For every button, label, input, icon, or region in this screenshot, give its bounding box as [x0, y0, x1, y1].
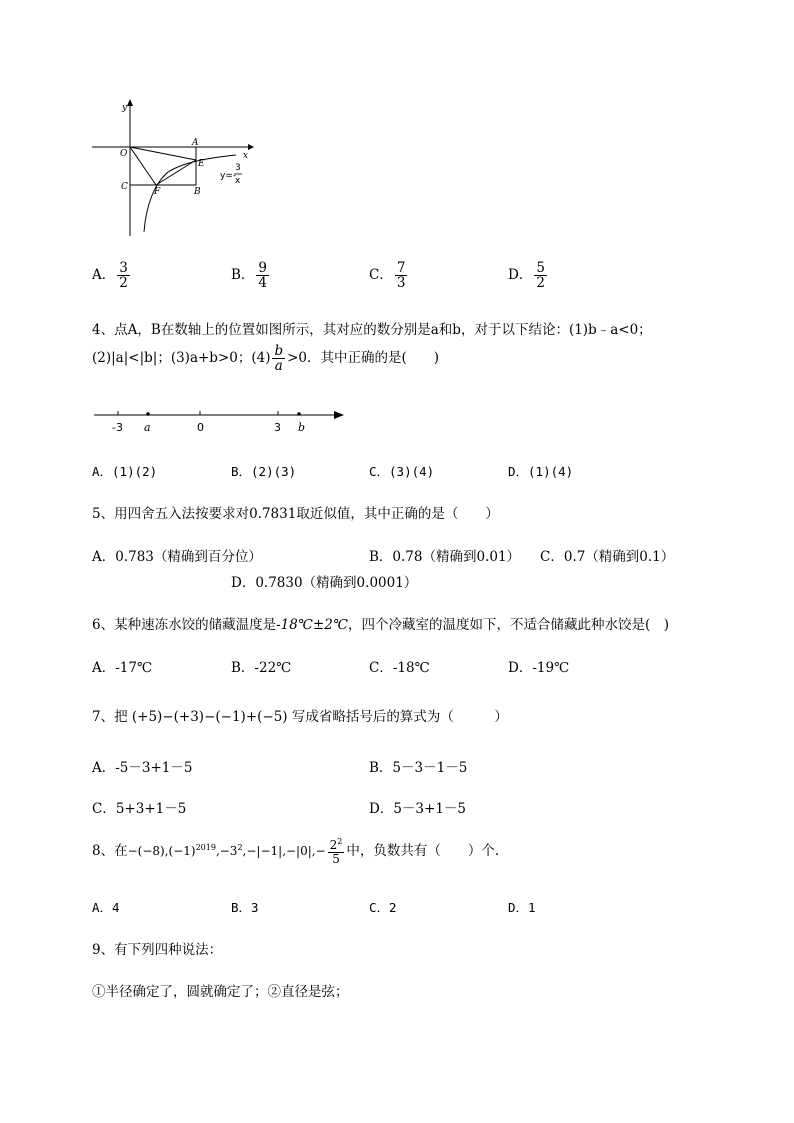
- point-C: C: [121, 182, 128, 192]
- point-F: F: [154, 187, 161, 197]
- q4-option-c[interactable]: C．(3)(4): [369, 464, 435, 479]
- q6-option-d[interactable]: D．-19℃: [508, 660, 570, 676]
- frac-num: 3: [119, 260, 128, 276]
- curve-label-den: x: [235, 176, 241, 186]
- point-a-label: a: [144, 421, 151, 434]
- q6-stem: [92, 613, 669, 633]
- q7-expression: (+5)−(+3)−(−1)+(−5): [131, 709, 288, 725]
- q3-option-d[interactable]: [508, 261, 549, 290]
- q6-stem-text: 6、某种速冻水饺的储藏温度是: [92, 617, 277, 633]
- q7-option-b[interactable]: B．5－3－1－5: [369, 760, 468, 776]
- q8-expr-part: −(−8),(−1): [127, 844, 196, 859]
- frac-den: 5: [332, 851, 340, 866]
- q8-option-a[interactable]: A．4: [92, 900, 120, 915]
- x-axis-label: x: [243, 151, 249, 161]
- frac-num: b: [274, 343, 284, 359]
- q7-stem-text: 7、把: [92, 709, 128, 725]
- frac-num: 7: [396, 260, 406, 276]
- q7-option-a[interactable]: A．-5－3+1－5: [92, 760, 193, 776]
- q3-option-b[interactable]: [231, 261, 271, 290]
- q6-option-a[interactable]: A．-17℃: [92, 660, 153, 676]
- q3-option-a[interactable]: [92, 261, 132, 290]
- q5-stem: 5、用四舍五入法按要求对0.7831取近似值，其中正确的是（ ）: [92, 506, 499, 522]
- tick-label-3: 3: [274, 421, 281, 434]
- point-B: B: [194, 187, 201, 197]
- q8-stem-text: 8、在: [92, 843, 128, 860]
- coordinate-figure: [88, 96, 258, 246]
- q6-temperature: -18℃±2℃: [276, 617, 348, 633]
- tick-label-0: 0: [197, 421, 204, 434]
- option-label: D．: [508, 267, 533, 284]
- number-line: [92, 402, 352, 438]
- q8-exponent: 2019: [195, 843, 216, 853]
- q7-option-d[interactable]: D．5－3+1－5: [369, 801, 466, 817]
- option-label: A．: [92, 267, 116, 284]
- frac-num: 9: [258, 260, 268, 276]
- q5-option-a[interactable]: A．0.783（精确到百分位）: [92, 549, 262, 565]
- q8-expr-part: ,−3: [215, 844, 238, 859]
- curve-label: y=-: [220, 171, 237, 181]
- frac-den: a: [274, 358, 283, 375]
- frac-num: 2: [329, 838, 338, 852]
- point-A: A: [192, 138, 199, 148]
- q7-stem: [92, 705, 508, 725]
- q5-option-d[interactable]: D．0.7830（精确到0.0001）: [231, 575, 418, 591]
- q9-stem: 9、有下列四种说法：: [92, 942, 223, 958]
- q4-stem-line2: [92, 344, 439, 373]
- point-b-label: b: [298, 421, 306, 434]
- q5-option-c[interactable]: C．0.7（精确到0.1）: [540, 549, 675, 565]
- frac-num-exponent: 2: [337, 837, 343, 846]
- q8-expression: [128, 844, 326, 858]
- option-label: B．: [231, 267, 255, 284]
- q7-option-c[interactable]: C．5+3+1－5: [92, 801, 187, 817]
- q4-stem-text: (2)|a|<|b|；(3)a+b>0；(4): [92, 350, 271, 367]
- q8-option-b[interactable]: B．3: [231, 900, 259, 915]
- q8-exponent: 2: [237, 843, 243, 853]
- point-E: E: [198, 159, 205, 169]
- q8-stem: [92, 838, 499, 865]
- frac-num: 5: [536, 260, 545, 276]
- q6-stem-text: ，四个冷藏室的温度如下，不适合储藏此种水饺是( ): [347, 617, 669, 633]
- q8-option-d[interactable]: D．1: [508, 900, 536, 915]
- q4-option-a[interactable]: A．(1)(2): [92, 464, 158, 479]
- q5-option-b[interactable]: B．0.78（精确到0.01）: [369, 549, 521, 565]
- q3-option-c[interactable]: [369, 261, 409, 290]
- frac-den: 2: [119, 275, 128, 292]
- tick-label-m3: -3: [112, 421, 123, 434]
- q4-stem-line1: 4、点A，B在数轴上的位置如图所示，其对应的数分别是a和b，对于以下结论：(1)b﹣a<0；: [92, 322, 652, 338]
- y-axis-label: y: [122, 103, 128, 113]
- q4-option-d[interactable]: D．(1)(4): [508, 464, 574, 479]
- q9-statements: ①半径确定了，圆就确定了；②直径是弦；: [92, 984, 349, 1000]
- q6-option-b[interactable]: B．-22℃: [231, 660, 292, 676]
- q8-option-c[interactable]: C．2: [369, 900, 397, 915]
- q6-option-c[interactable]: C．-18℃: [369, 660, 430, 676]
- frac-den: 4: [258, 275, 268, 292]
- q7-stem-text: 写成省略括号后的算式为（ ）: [291, 709, 508, 725]
- frac-den: 2: [536, 275, 545, 292]
- q4-option-b[interactable]: B．(2)(3): [231, 464, 297, 479]
- curve-label-num: 3: [235, 163, 241, 173]
- q4-stem-text: >0．其中正确的是( ): [287, 350, 440, 367]
- frac-den: 3: [396, 275, 406, 292]
- q8-expr-part: ,−|−1|,−|0|,−: [242, 844, 326, 859]
- option-label: C．: [369, 267, 393, 284]
- q8-stem-text: 中，负数共有（ ）个.: [346, 843, 500, 860]
- point-O: O: [120, 149, 128, 159]
